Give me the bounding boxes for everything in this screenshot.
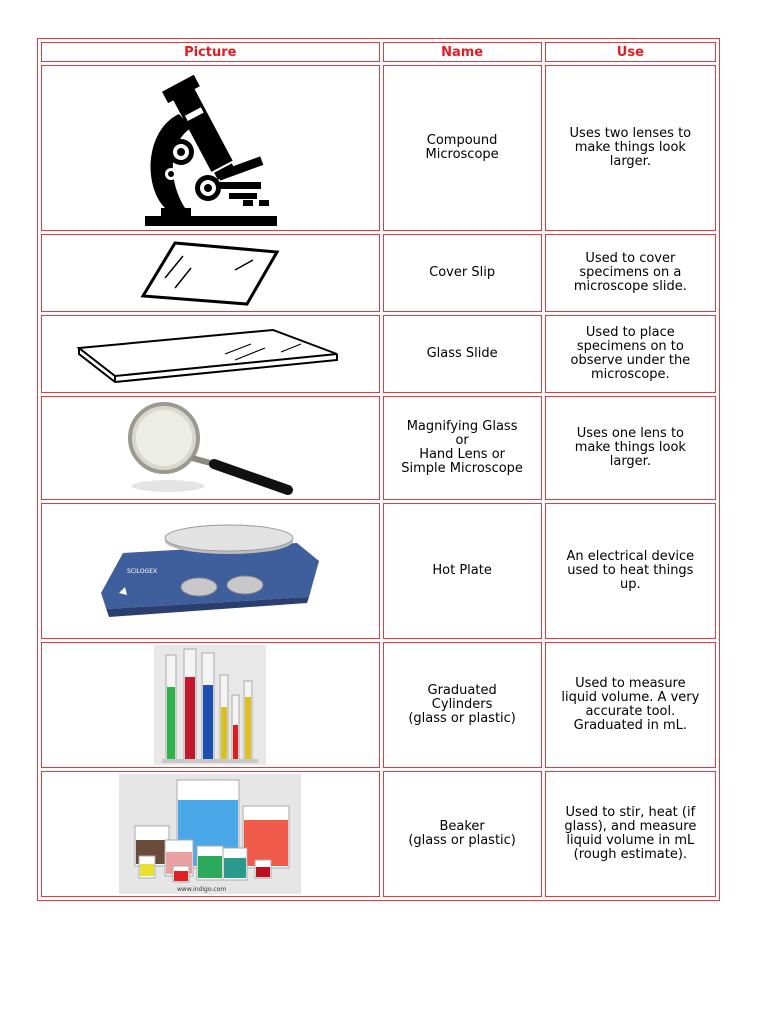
picture-cell <box>41 642 380 768</box>
header-use: Use <box>545 42 716 62</box>
use-cell: An electrical device used to heat things up. <box>545 503 716 639</box>
graduated-cylinders-icon <box>154 645 266 765</box>
header-name: Name <box>383 42 542 62</box>
device-label: SCILOGEX <box>127 568 158 575</box>
compound-microscope-icon <box>135 68 285 228</box>
header-picture: Picture <box>41 42 380 62</box>
picture-cell <box>41 771 380 897</box>
picture-cell <box>41 503 380 639</box>
name-cell: Compound Microscope <box>383 65 542 231</box>
use-cell: Used to stir, heat (if glass), and measure liquid volume in mL (rough estimate). <box>545 771 716 897</box>
table-row <box>41 503 716 639</box>
cover-slip-icon <box>135 238 285 308</box>
watermark: www.indigo.com <box>177 886 227 893</box>
picture-cell <box>41 234 380 312</box>
use-cell: Used to place specimens on to observe under the microscope. <box>545 315 716 393</box>
use-cell: Used to cover specimens on a microscope slide. <box>545 234 716 312</box>
header-row <box>41 42 716 62</box>
name-cell: Cover Slip <box>383 234 542 312</box>
table-row <box>41 234 716 312</box>
picture-cell <box>41 65 380 231</box>
magnifying-glass-icon <box>120 400 300 496</box>
name-cell: Magnifying Glass or Hand Lens or Simple Microscope <box>383 396 542 500</box>
hot-plate-icon <box>97 521 323 621</box>
table-row <box>41 771 716 897</box>
table-row <box>41 315 716 393</box>
name-cell: Beaker (glass or plastic) <box>383 771 542 897</box>
use-cell: Uses two lenses to make things look larger. <box>545 65 716 231</box>
lab-equipment-table <box>37 38 720 901</box>
picture-cell <box>41 396 380 500</box>
name-cell: Graduated Cylinders (glass or plastic) <box>383 642 542 768</box>
name-cell: Hot Plate <box>383 503 542 639</box>
use-cell: Uses one lens to make things look larger. <box>545 396 716 500</box>
table-row <box>41 65 716 231</box>
table-row <box>41 642 716 768</box>
table-row <box>41 396 716 500</box>
beakers-icon <box>119 774 301 894</box>
picture-cell <box>41 315 380 393</box>
glass-slide-icon <box>75 324 345 384</box>
use-cell: Used to measure liquid volume. A very accurate tool. Graduated in mL. <box>545 642 716 768</box>
name-cell: Glass Slide <box>383 315 542 393</box>
